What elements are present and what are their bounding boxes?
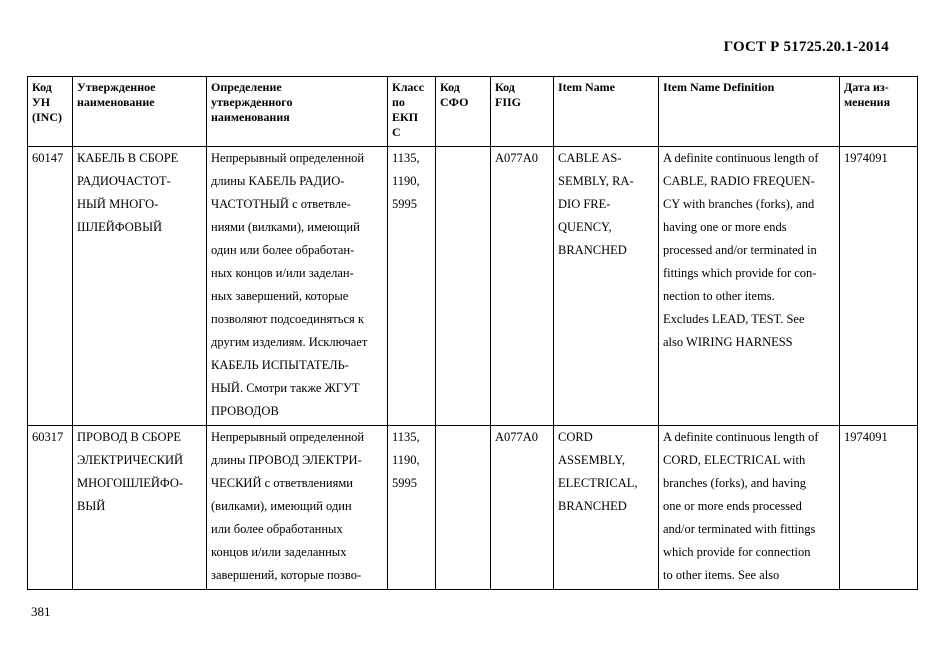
cell-line: also WIRING HARNESS [663, 335, 793, 349]
cell-line: ЧЕСКИЙ с ответвлениями [211, 476, 353, 490]
header-line: Класс [392, 80, 425, 94]
cell-change-date [840, 147, 918, 426]
header-line: СФО [440, 95, 469, 109]
cell-class [388, 147, 436, 426]
cell-line: to other items. See also [663, 568, 780, 582]
cell-line: and/or terminated with fittings [663, 522, 816, 536]
cell-line: CY with branches (forks), and [663, 197, 815, 211]
cell-line: A definite continuous length of [663, 430, 819, 444]
cell-line: позволяют подсоединяться к [211, 312, 364, 326]
cell-line: A077A0 [495, 430, 539, 444]
cell-line: one or more ends processed [663, 499, 802, 513]
cell-line: ных завершений, которые [211, 289, 349, 303]
cell-line: 1974091 [844, 151, 888, 165]
cell-line: BRANCHED [558, 243, 627, 257]
column-header-definition [207, 77, 388, 147]
cell-line: which provide for connection [663, 545, 811, 559]
cell-line: fittings which provide for con- [663, 266, 817, 280]
cell-fiig [491, 147, 554, 426]
cell-line [440, 147, 486, 170]
cell-line: ВЫЙ [77, 499, 106, 513]
cell-line: Непрерывный определенной [211, 151, 365, 165]
cell-line: CORD [558, 430, 593, 444]
cell-line: branches (forks), and having [663, 476, 807, 490]
cell-line: nection to other items. [663, 289, 775, 303]
cell-line: ПРОВОДОВ [211, 404, 279, 418]
header-line: Дата из- [844, 80, 889, 94]
header-line: С [392, 125, 401, 139]
cell-line: МНОГОШЛЕЙФО- [77, 476, 184, 490]
cell-item-definition [659, 147, 840, 426]
column-header-code [28, 77, 73, 147]
cell-line: DIO FRE- [558, 197, 611, 211]
column-header-approved-name [73, 77, 207, 147]
cell-sfo [436, 147, 491, 426]
header-line: FIIG [495, 95, 522, 109]
cell-line: ЧАСТОТНЫЙ с ответвле- [211, 197, 351, 211]
cell-line: один или более обработан- [211, 243, 355, 257]
column-header-item-name [554, 77, 659, 147]
cell-fiig [491, 426, 554, 590]
cell-item-name [554, 426, 659, 590]
header-line: Код [495, 80, 515, 94]
header-line: (INC) [32, 110, 62, 124]
cell-line: A definite continuous length of [663, 151, 819, 165]
header-line: по [392, 95, 405, 109]
cell-line: ПРОВОД В СБОРЕ [77, 430, 182, 444]
cell-line: 1190, [392, 174, 420, 188]
cell-line: ниями (вилками), имеющий [211, 220, 360, 234]
cell-line: КАБЕЛЬ В СБОРЕ [77, 151, 179, 165]
cell-line: концов и/или заделанных [211, 545, 347, 559]
cell-line: 60317 [32, 430, 64, 444]
cell-line: КАБЕЛЬ ИСПЫТАТЕЛЬ- [211, 358, 349, 372]
table-header-row [28, 77, 918, 147]
cell-line: (вилками), имеющий один [211, 499, 352, 513]
cell-definition [207, 147, 388, 426]
cell-line: НЫЙ МНОГО- [77, 197, 159, 211]
cell-line: или более обработанных [211, 522, 343, 536]
cell-line: 1135, [392, 430, 420, 444]
cell-line: длины КАБЕЛЬ РАДИО- [211, 174, 345, 188]
column-header-sfo [436, 77, 491, 147]
cell-item-name [554, 147, 659, 426]
column-header-class [388, 77, 436, 147]
header-line: наименования [211, 110, 290, 124]
header-line: ЕКП [392, 110, 419, 124]
header-line: наименование [77, 95, 155, 109]
cell-line: 60147 [32, 151, 64, 165]
cell-line: SEMBLY, RA- [558, 174, 634, 188]
header-line: утвержденного [211, 95, 293, 109]
cell-approved-name [73, 147, 207, 426]
header-line: УН [32, 95, 51, 109]
cell-line: 1974091 [844, 430, 888, 444]
header-line: менения [844, 95, 891, 109]
cell-line: Excludes LEAD, TEST. See [663, 312, 805, 326]
cell-code [28, 426, 73, 590]
cell-line: завершений, которые позво- [211, 568, 362, 582]
item-names-table [27, 76, 918, 590]
cell-line: ASSEMBLY, [558, 453, 625, 467]
cell-line [440, 426, 486, 449]
cell-line: CABLE, RADIO FREQUEN- [663, 174, 815, 188]
cell-line: 5995 [392, 197, 417, 211]
cell-line: НЫЙ. Смотри также ЖГУТ [211, 381, 360, 395]
cell-line: 1135, [392, 151, 420, 165]
cell-approved-name [73, 426, 207, 590]
cell-code [28, 147, 73, 426]
cell-line: 5995 [392, 476, 417, 490]
cell-line: ELECTRICAL, [558, 476, 638, 490]
cell-line: BRANCHED [558, 499, 627, 513]
cell-line: 1190, [392, 453, 420, 467]
cell-line: CABLE AS- [558, 151, 622, 165]
cell-definition [207, 426, 388, 590]
header-line: Утвержденное [77, 80, 156, 94]
header-line: Item Name [558, 80, 615, 94]
header-line: Код [32, 80, 52, 94]
cell-line: A077A0 [495, 151, 539, 165]
column-header-change-date [840, 77, 918, 147]
cell-line: другим изделиям. Исключает [211, 335, 368, 349]
cell-line: ЭЛЕКТРИЧЕСКИЙ [77, 453, 184, 467]
cell-line: processed and/or terminated in [663, 243, 817, 257]
cell-line: РАДИОЧАСТОТ- [77, 174, 171, 188]
page-number: 381 [31, 604, 51, 619]
cell-line: длины ПРОВОД ЭЛЕКТРИ- [211, 453, 362, 467]
cell-item-definition [659, 426, 840, 590]
cell-line: Непрерывный определенной [211, 430, 365, 444]
header-line: Item Name Definition [663, 80, 775, 94]
cell-line: QUENCY, [558, 220, 612, 234]
cell-line: ШЛЕЙФОВЫЙ [77, 220, 163, 234]
cell-line: having one or more ends [663, 220, 787, 234]
table-row [28, 147, 918, 426]
table-row [28, 426, 918, 590]
cell-line: ных концов и/или заделан- [211, 266, 354, 280]
column-header-item-definition [659, 77, 840, 147]
cell-class [388, 426, 436, 590]
column-header-fiig [491, 77, 554, 147]
header-line: Определение [211, 80, 282, 94]
cell-change-date [840, 426, 918, 590]
cell-sfo [436, 426, 491, 590]
cell-line: CORD, ELECTRICAL with [663, 453, 806, 467]
document-header: ГОСТ Р 51725.20.1-2014 [723, 39, 889, 55]
header-line: Код [440, 80, 460, 94]
